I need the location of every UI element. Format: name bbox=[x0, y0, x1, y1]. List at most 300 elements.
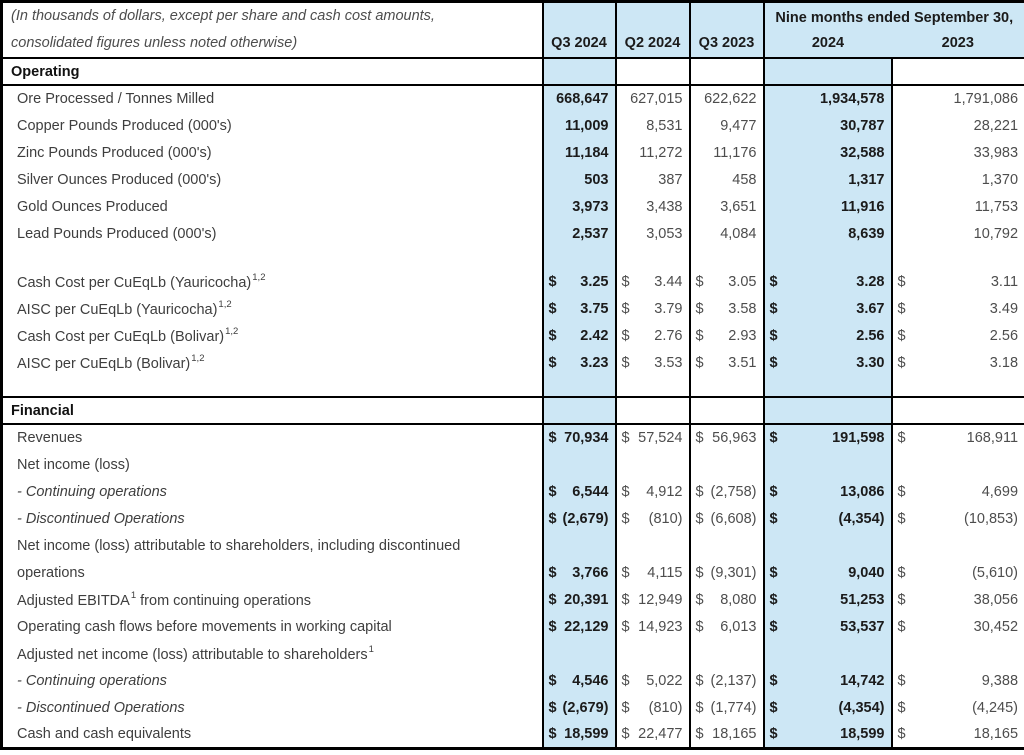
cell-value: 2.76 bbox=[654, 327, 683, 344]
table-row bbox=[2, 268, 1024, 295]
column-header-q3-2024: Q3 2024 bbox=[543, 2, 616, 59]
currency-symbol: $ bbox=[621, 618, 630, 635]
value-cell bbox=[690, 505, 764, 532]
cell-value: 1,370 bbox=[981, 171, 1019, 188]
cell-value: (2,758) bbox=[710, 483, 757, 500]
value-cell bbox=[543, 220, 616, 247]
currency-symbol: $ bbox=[695, 564, 704, 581]
value-cell bbox=[892, 349, 1024, 376]
value-cell bbox=[764, 112, 892, 139]
cell-value: 2.93 bbox=[728, 327, 757, 344]
value-cell bbox=[543, 640, 616, 667]
currency-symbol: $ bbox=[621, 725, 630, 742]
currency-symbol: $ bbox=[897, 483, 906, 500]
currency-symbol: $ bbox=[897, 618, 906, 635]
cell-value: 14,742 bbox=[840, 672, 885, 689]
cell-value: (4,354) bbox=[838, 510, 885, 527]
value-cell bbox=[616, 424, 690, 451]
value-cell bbox=[616, 478, 690, 505]
value-cell bbox=[764, 586, 892, 613]
cell-value: 9,477 bbox=[720, 117, 757, 134]
value-cell bbox=[892, 322, 1024, 349]
value-cell bbox=[616, 247, 690, 268]
column-header-q3-2023: Q3 2023 bbox=[690, 2, 764, 59]
value-cell bbox=[892, 478, 1024, 505]
value-cell bbox=[616, 532, 690, 559]
cell-value: 622,622 bbox=[704, 91, 757, 107]
value-cell bbox=[616, 112, 690, 139]
column-header-q2-2024: Q2 2024 bbox=[616, 2, 690, 59]
currency-symbol: $ bbox=[769, 483, 778, 500]
row-label: Operating cash flows before movements in working capital bbox=[17, 618, 392, 635]
value-cell bbox=[616, 376, 690, 397]
cell-value: 2.56 bbox=[989, 327, 1019, 344]
cell-value: 1,791,086 bbox=[953, 91, 1019, 107]
cell-value: 3,053 bbox=[646, 225, 683, 242]
value-cell bbox=[764, 478, 892, 505]
value-cell bbox=[764, 613, 892, 640]
cell-value: 2.56 bbox=[856, 327, 885, 344]
value-cell bbox=[892, 721, 1024, 748]
cell-value: 70,934 bbox=[564, 430, 609, 446]
value-cell bbox=[616, 193, 690, 220]
row-label: Copper Pounds Produced (000's) bbox=[17, 117, 232, 134]
cell-value: 3.25 bbox=[580, 273, 609, 290]
row-label: Cash Cost per CuEqLb (Yauricocha)$^{1,2}$ bbox=[17, 271, 266, 291]
cell-value: 4,546 bbox=[572, 672, 609, 689]
cell-value: (2,137) bbox=[710, 672, 757, 689]
table-row bbox=[2, 349, 1024, 376]
value-cell bbox=[892, 667, 1024, 694]
currency-symbol: $ bbox=[548, 327, 557, 344]
currency-symbol: $ bbox=[769, 672, 778, 689]
currency-symbol: $ bbox=[548, 725, 557, 742]
section-label: Financial bbox=[2, 397, 543, 424]
currency-symbol: $ bbox=[695, 618, 704, 635]
cell-value: (810) bbox=[648, 699, 683, 716]
cell-value: 1,934,578 bbox=[819, 91, 885, 107]
value-cell bbox=[616, 613, 690, 640]
units-note-line2: consolidated figures unless noted otherwise) bbox=[11, 35, 298, 51]
value-cell bbox=[892, 424, 1024, 451]
cell-value: 8,080 bbox=[720, 591, 757, 608]
value-cell bbox=[764, 349, 892, 376]
cell-value: 3.28 bbox=[856, 273, 885, 290]
row-label: - Discontinued Operations bbox=[17, 699, 185, 716]
currency-symbol: $ bbox=[621, 564, 630, 581]
value-cell bbox=[616, 295, 690, 322]
cell-value: 11,753 bbox=[974, 198, 1019, 215]
value-cell bbox=[543, 247, 616, 268]
value-cell bbox=[892, 376, 1024, 397]
value-cell bbox=[690, 559, 764, 586]
value-cell bbox=[543, 505, 616, 532]
value-cell bbox=[616, 694, 690, 721]
value-cell bbox=[892, 247, 1024, 268]
currency-symbol: $ bbox=[548, 618, 557, 635]
value-cell bbox=[764, 451, 892, 478]
cell-value: 57,524 bbox=[638, 430, 683, 446]
currency-symbol: $ bbox=[548, 483, 557, 500]
cell-value: 1,317 bbox=[848, 171, 885, 188]
currency-symbol: $ bbox=[621, 483, 630, 500]
table-row bbox=[2, 532, 1024, 559]
currency-symbol: $ bbox=[695, 300, 704, 317]
row-label: Revenues bbox=[17, 430, 83, 446]
value-cell bbox=[892, 112, 1024, 139]
currency-symbol: $ bbox=[897, 300, 906, 317]
cell-value: 2,537 bbox=[572, 225, 609, 242]
cell-value: 4,699 bbox=[981, 483, 1019, 500]
currency-symbol: $ bbox=[548, 354, 557, 371]
table-row bbox=[2, 220, 1024, 247]
cell-value: 3,973 bbox=[572, 198, 609, 215]
currency-symbol: $ bbox=[621, 699, 630, 716]
value-cell bbox=[764, 322, 892, 349]
cell-value: 30,787 bbox=[840, 117, 885, 134]
value-cell bbox=[543, 166, 616, 193]
table-row bbox=[2, 694, 1024, 721]
cell-value: (9,301) bbox=[710, 564, 757, 581]
currency-symbol: $ bbox=[769, 327, 778, 344]
value-cell bbox=[764, 139, 892, 166]
currency-symbol: $ bbox=[548, 300, 557, 317]
value-cell bbox=[690, 322, 764, 349]
value-cell bbox=[616, 721, 690, 748]
value-cell bbox=[543, 721, 616, 748]
value-cell bbox=[892, 295, 1024, 322]
value-cell bbox=[543, 451, 616, 478]
currency-symbol: $ bbox=[548, 672, 557, 689]
cell-value: 3.18 bbox=[989, 354, 1019, 371]
cell-value: (4,354) bbox=[838, 699, 885, 716]
cell-value: 3.51 bbox=[728, 354, 757, 371]
value-cell bbox=[764, 58, 892, 85]
value-cell bbox=[764, 85, 892, 112]
currency-symbol: $ bbox=[621, 327, 630, 344]
row-label: - Continuing operations bbox=[17, 483, 167, 500]
value-cell bbox=[764, 505, 892, 532]
value-cell bbox=[616, 397, 690, 424]
row-label: Ore Processed / Tonnes Milled bbox=[17, 91, 215, 107]
currency-symbol: $ bbox=[897, 564, 906, 581]
cell-value: 4,912 bbox=[646, 483, 683, 500]
cell-value: 13,086 bbox=[840, 483, 885, 500]
value-cell bbox=[543, 349, 616, 376]
currency-symbol: $ bbox=[769, 699, 778, 716]
cell-value: 3.44 bbox=[654, 273, 683, 290]
cell-value: 30,452 bbox=[973, 618, 1019, 635]
cell-value: 33,983 bbox=[973, 144, 1019, 161]
table-row bbox=[2, 112, 1024, 139]
cell-value: 3,766 bbox=[572, 564, 609, 581]
table-row bbox=[2, 193, 1024, 220]
row-label: AISC per CuEqLb (Bolivar)$^{1,2}$ bbox=[17, 352, 205, 372]
value-cell bbox=[764, 532, 892, 559]
table-body bbox=[2, 58, 1024, 748]
value-cell bbox=[690, 451, 764, 478]
currency-symbol: $ bbox=[621, 591, 630, 608]
currency-symbol: $ bbox=[695, 273, 704, 290]
cell-value: 11,272 bbox=[639, 144, 683, 161]
cell-value: 22,129 bbox=[564, 618, 609, 635]
cell-value: 11,009 bbox=[564, 117, 609, 134]
value-cell bbox=[543, 376, 616, 397]
value-cell bbox=[892, 586, 1024, 613]
currency-symbol: $ bbox=[548, 510, 557, 527]
value-cell bbox=[543, 694, 616, 721]
cell-value: 10,792 bbox=[973, 225, 1019, 242]
value-cell bbox=[543, 586, 616, 613]
table-row bbox=[2, 247, 1024, 268]
cell-value: 53,537 bbox=[840, 618, 885, 635]
row-label: - Continuing operations bbox=[17, 672, 167, 689]
currency-symbol: $ bbox=[621, 273, 630, 290]
value-cell bbox=[764, 376, 892, 397]
value-cell bbox=[616, 586, 690, 613]
value-cell bbox=[616, 451, 690, 478]
value-cell bbox=[616, 640, 690, 667]
table-row bbox=[2, 721, 1024, 748]
cell-value: 32,588 bbox=[840, 144, 885, 161]
cell-value: 18,599 bbox=[840, 725, 885, 742]
section-row bbox=[2, 397, 1024, 424]
currency-symbol: $ bbox=[897, 327, 906, 344]
value-cell bbox=[543, 667, 616, 694]
value-cell bbox=[892, 532, 1024, 559]
cell-value: 11,176 bbox=[713, 144, 757, 161]
value-cell bbox=[690, 613, 764, 640]
value-cell bbox=[764, 247, 892, 268]
table-row bbox=[2, 667, 1024, 694]
column-header-nm-2023: 2023 bbox=[892, 31, 1024, 58]
value-cell bbox=[543, 532, 616, 559]
row-label bbox=[2, 247, 543, 268]
currency-symbol: $ bbox=[769, 510, 778, 527]
value-cell bbox=[690, 247, 764, 268]
currency-symbol: $ bbox=[769, 618, 778, 635]
value-cell bbox=[690, 397, 764, 424]
value-cell bbox=[892, 613, 1024, 640]
currency-symbol: $ bbox=[695, 672, 704, 689]
table-row bbox=[2, 586, 1024, 613]
value-cell bbox=[690, 295, 764, 322]
value-cell bbox=[892, 193, 1024, 220]
currency-symbol: $ bbox=[897, 354, 906, 371]
currency-symbol: $ bbox=[897, 672, 906, 689]
value-cell bbox=[616, 166, 690, 193]
value-cell bbox=[764, 667, 892, 694]
value-cell bbox=[892, 139, 1024, 166]
value-cell bbox=[616, 559, 690, 586]
table-row bbox=[2, 166, 1024, 193]
table-header bbox=[2, 2, 1024, 59]
row-label bbox=[2, 376, 543, 397]
row-label: AISC per CuEqLb (Yauricocha)$^{1,2}$ bbox=[17, 298, 232, 318]
value-cell bbox=[764, 694, 892, 721]
cell-value: 18,165 bbox=[973, 725, 1019, 742]
currency-symbol: $ bbox=[769, 430, 778, 446]
units-note-line1: (In thousands of dollars, except per share and cash cost amounts, bbox=[11, 8, 435, 24]
row-label: Adjusted net income (loss) attributable to shareholders$^1$ bbox=[17, 643, 374, 663]
value-cell bbox=[690, 85, 764, 112]
value-cell bbox=[543, 559, 616, 586]
cell-value: 12,949 bbox=[638, 591, 683, 608]
value-cell bbox=[764, 295, 892, 322]
cell-value: 11,916 bbox=[840, 198, 885, 215]
row-label: Cash and cash equivalents bbox=[17, 725, 192, 742]
currency-symbol: $ bbox=[897, 699, 906, 716]
value-cell bbox=[690, 478, 764, 505]
value-cell bbox=[690, 349, 764, 376]
cell-value: 6,013 bbox=[720, 618, 757, 635]
currency-symbol: $ bbox=[897, 510, 906, 527]
cell-value: 38,056 bbox=[973, 591, 1019, 608]
value-cell bbox=[543, 478, 616, 505]
value-cell bbox=[616, 139, 690, 166]
cell-value: 668,647 bbox=[556, 91, 609, 107]
cell-value: 51,253 bbox=[840, 591, 885, 608]
value-cell bbox=[616, 268, 690, 295]
value-cell bbox=[892, 268, 1024, 295]
value-cell bbox=[543, 424, 616, 451]
row-label: Zinc Pounds Produced (000's) bbox=[17, 144, 212, 161]
value-cell bbox=[764, 166, 892, 193]
value-cell bbox=[543, 613, 616, 640]
currency-symbol: $ bbox=[695, 483, 704, 500]
value-cell bbox=[892, 640, 1024, 667]
cell-value: 56,963 bbox=[712, 430, 757, 446]
table-row bbox=[2, 640, 1024, 667]
value-cell bbox=[616, 220, 690, 247]
value-cell bbox=[543, 322, 616, 349]
value-cell bbox=[690, 166, 764, 193]
table-row bbox=[2, 451, 1024, 478]
table-row bbox=[2, 424, 1024, 451]
table-row bbox=[2, 478, 1024, 505]
value-cell bbox=[690, 58, 764, 85]
table-row bbox=[2, 85, 1024, 112]
currency-symbol: $ bbox=[621, 300, 630, 317]
cell-value: 3.79 bbox=[654, 300, 683, 317]
currency-symbol: $ bbox=[897, 430, 906, 446]
row-label: Net income (loss) bbox=[17, 456, 130, 473]
cell-value: 3.05 bbox=[728, 273, 757, 290]
value-cell bbox=[690, 586, 764, 613]
value-cell bbox=[690, 268, 764, 295]
currency-symbol: $ bbox=[897, 725, 906, 742]
currency-symbol: $ bbox=[695, 510, 704, 527]
row-label: Cash Cost per CuEqLb (Bolivar)$^{1,2}$ bbox=[17, 325, 239, 345]
currency-symbol: $ bbox=[769, 591, 778, 608]
value-cell bbox=[764, 640, 892, 667]
cell-value: 18,165 bbox=[712, 725, 757, 742]
currency-symbol: $ bbox=[548, 430, 557, 446]
cell-value: 8,639 bbox=[848, 225, 885, 242]
currency-symbol: $ bbox=[548, 699, 557, 716]
cell-value: 3.58 bbox=[728, 300, 757, 317]
value-cell bbox=[892, 220, 1024, 247]
cell-value: 4,115 bbox=[647, 564, 683, 581]
value-cell bbox=[690, 139, 764, 166]
table-row bbox=[2, 505, 1024, 532]
cell-value: (1,774) bbox=[710, 699, 757, 716]
section-row bbox=[2, 58, 1024, 85]
value-cell bbox=[690, 220, 764, 247]
value-cell bbox=[892, 85, 1024, 112]
value-cell bbox=[690, 640, 764, 667]
currency-symbol: $ bbox=[621, 510, 630, 527]
cell-value: (2,679) bbox=[562, 699, 609, 716]
cell-value: 3.11 bbox=[990, 273, 1019, 290]
value-cell bbox=[543, 268, 616, 295]
currency-symbol: $ bbox=[621, 672, 630, 689]
cell-value: (810) bbox=[648, 510, 683, 527]
value-cell bbox=[543, 112, 616, 139]
cell-value: 3.75 bbox=[580, 300, 609, 317]
table-row bbox=[2, 613, 1024, 640]
cell-value: 3.49 bbox=[989, 300, 1019, 317]
value-cell bbox=[764, 220, 892, 247]
value-cell bbox=[690, 667, 764, 694]
value-cell bbox=[543, 85, 616, 112]
row-label: - Discontinued Operations bbox=[17, 510, 185, 527]
cell-value: 11,184 bbox=[564, 144, 609, 161]
currency-symbol: $ bbox=[769, 725, 778, 742]
value-cell bbox=[616, 667, 690, 694]
cell-value: (6,608) bbox=[710, 510, 757, 527]
cell-value: (4,245) bbox=[972, 699, 1019, 716]
value-cell bbox=[892, 505, 1024, 532]
row-label: operations bbox=[17, 564, 85, 581]
cell-value: 627,015 bbox=[630, 91, 683, 107]
units-note bbox=[2, 2, 543, 59]
currency-symbol: $ bbox=[695, 725, 704, 742]
value-cell bbox=[892, 58, 1024, 85]
cell-value: 22,477 bbox=[638, 725, 683, 742]
value-cell bbox=[690, 112, 764, 139]
currency-symbol: $ bbox=[621, 354, 630, 371]
cell-value: (2,679) bbox=[562, 510, 609, 527]
cell-value: 3.67 bbox=[856, 300, 885, 317]
row-label: Lead Pounds Produced (000's) bbox=[17, 225, 217, 242]
currency-symbol: $ bbox=[769, 300, 778, 317]
currency-symbol: $ bbox=[695, 699, 704, 716]
table-row bbox=[2, 322, 1024, 349]
currency-symbol: $ bbox=[897, 591, 906, 608]
currency-symbol: $ bbox=[548, 591, 557, 608]
value-cell bbox=[616, 322, 690, 349]
cell-value: 191,598 bbox=[832, 430, 885, 446]
currency-symbol: $ bbox=[769, 273, 778, 290]
value-cell bbox=[543, 139, 616, 166]
cell-value: (5,610) bbox=[972, 564, 1019, 581]
value-cell bbox=[543, 193, 616, 220]
value-cell bbox=[892, 694, 1024, 721]
value-cell bbox=[764, 397, 892, 424]
value-cell bbox=[616, 58, 690, 85]
value-cell bbox=[690, 532, 764, 559]
cell-value: 2.42 bbox=[580, 327, 609, 344]
table-row bbox=[2, 376, 1024, 397]
cell-value: 6,544 bbox=[572, 483, 609, 500]
cell-value: 20,391 bbox=[564, 591, 609, 608]
table-row bbox=[2, 295, 1024, 322]
currency-symbol: $ bbox=[769, 564, 778, 581]
value-cell bbox=[892, 451, 1024, 478]
column-header-nine-months: Nine months ended September 30, bbox=[764, 2, 1024, 31]
cell-value: 3.23 bbox=[580, 354, 609, 371]
